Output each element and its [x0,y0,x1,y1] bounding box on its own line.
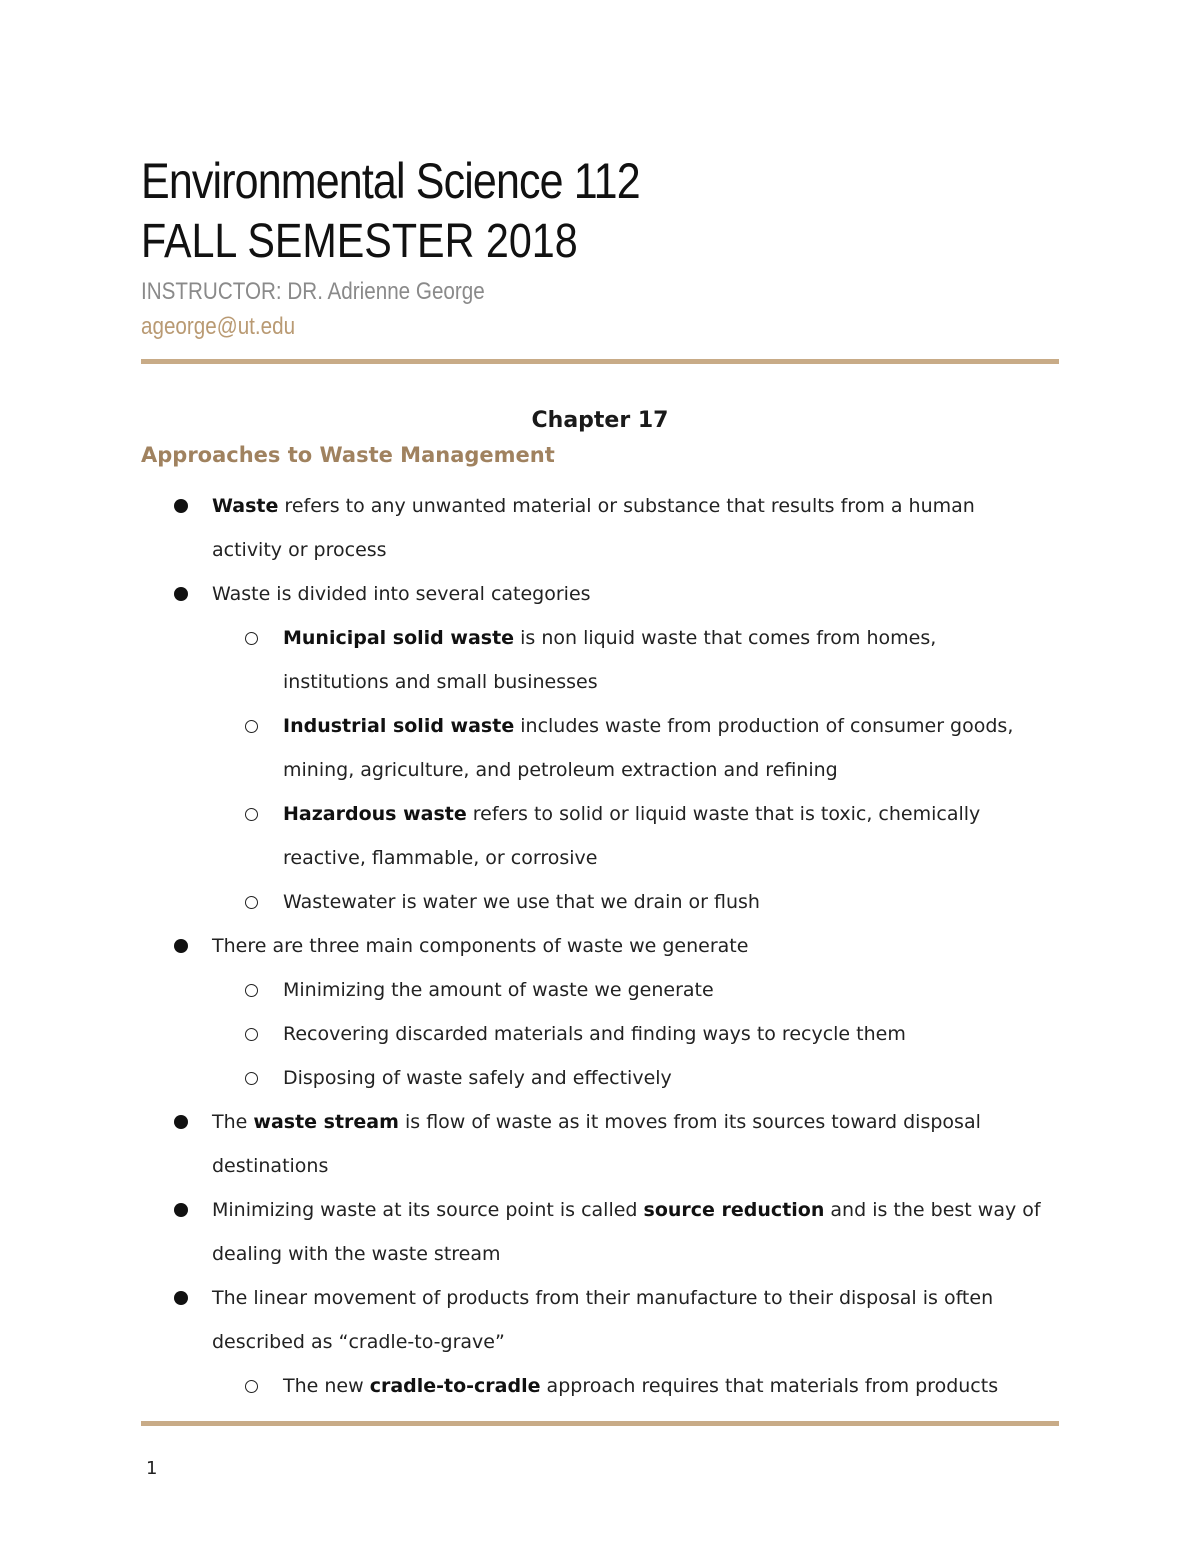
list-item [141,924,1042,968]
item-text: includes waste from production of consumer goods, mining, agriculture, and petroleum extraction and refining [283,715,1014,781]
list-item [141,1056,1043,1100]
list-item [141,1188,1042,1276]
item-text: There are three main components of waste we generate [212,935,749,957]
item-text: approach requires that materials from products [540,1375,999,1397]
item-term: waste stream [253,1111,399,1133]
hollow-bullet-icon [245,1364,258,1408]
item-text: The [212,1111,254,1133]
hollow-bullet-icon [245,616,258,660]
bullet-list [141,484,1061,1408]
item-text: The new [283,1375,370,1397]
item-text: is non liquid waste that comes from homes, institutions and small businesses [283,627,937,693]
list-item [141,792,1043,880]
item-term: source reduction [643,1199,825,1221]
hollow-bullet-icon [245,880,258,924]
filled-bullet-icon [174,1100,188,1144]
section-heading: Approaches to Waste Management [141,443,555,467]
list-item [141,704,1043,792]
item-term: Municipal solid waste [283,627,515,649]
instructor-name: INSTRUCTOR: DR. Adrienne George [141,278,485,305]
hollow-bullet-icon [245,792,258,836]
filled-bullet-icon [174,1276,188,1320]
item-term: Industrial solid waste [283,715,515,737]
hollow-bullet-icon [245,704,258,748]
list-item [141,484,1042,572]
footer-divider [141,1421,1059,1426]
page-number: 1 [146,1458,158,1479]
list-item [141,1276,1042,1364]
semester-title: FALL SEMESTER 2018 [141,215,578,268]
course-title: Environmental Science 112 [141,153,640,209]
item-text: and is the best way of dealing with the waste stream [212,1199,1041,1265]
item-text: Recovering discarded materials and finding ways to recycle them [283,1023,906,1045]
item-text: The linear movement of products from their manufacture to their disposal is often described as “cradle-to-grave” [212,1287,994,1353]
chapter-title: Chapter 17 [531,408,669,433]
list-item [141,968,1043,1012]
item-term: Hazardous waste [283,803,467,825]
item-text: Minimizing waste at its source point is called [212,1199,644,1221]
item-term: cradle-to-cradle [369,1375,541,1397]
hollow-bullet-icon [245,1056,258,1100]
item-text: Disposing of waste safely and effectively [283,1067,672,1089]
item-text: Wastewater is water we use that we drain or flush [283,891,760,913]
filled-bullet-icon [174,1188,188,1232]
item-text: refers to solid or liquid waste that is toxic, chemically reactive, flammable, or corrosive [283,803,981,869]
list-item [141,572,1042,616]
item-text: Waste is divided into several categories [212,583,591,605]
document-header [141,150,1061,344]
item-term: Waste [212,495,279,517]
hollow-bullet-icon [245,1012,258,1056]
item-text: is flow of waste as it moves from its sources toward disposal destinations [212,1111,981,1177]
list-item [141,1100,1042,1188]
filled-bullet-icon [174,572,188,616]
list-item [141,1364,1043,1408]
list-item [141,1012,1043,1056]
header-divider [141,359,1059,364]
list-item [141,616,1043,704]
filled-bullet-icon [174,484,188,528]
instructor-email[interactable]: ageorge@ut.edu [141,313,296,340]
filled-bullet-icon [174,924,188,968]
hollow-bullet-icon [245,968,258,1012]
item-text: refers to any unwanted material or substance that results from a human activity or process [212,495,975,561]
list-item [141,880,1043,924]
item-text: Minimizing the amount of waste we generate [283,979,714,1001]
